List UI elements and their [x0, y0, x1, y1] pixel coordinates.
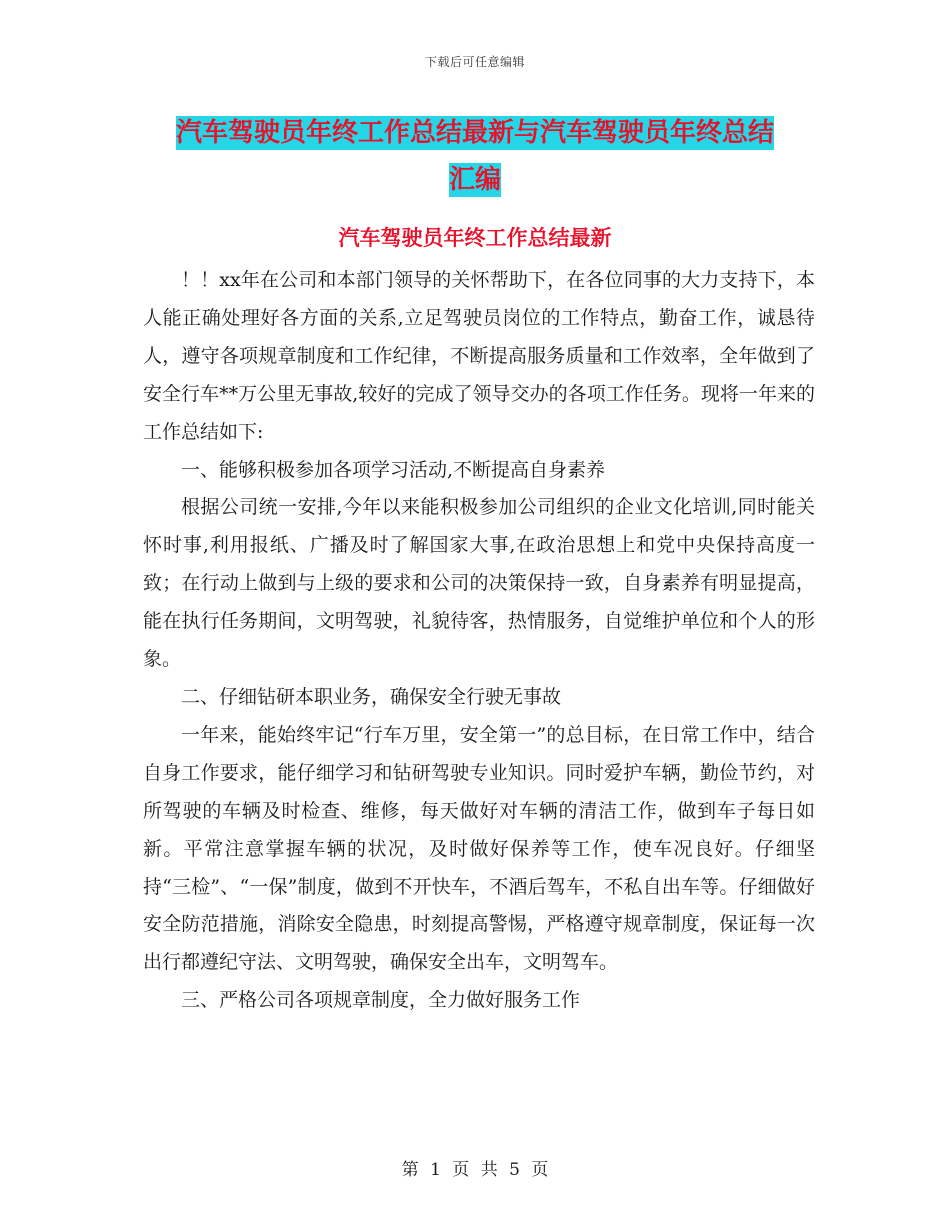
document-title [0, 110, 950, 204]
document-body [143, 262, 815, 1020]
section-title: 汽车驾驶员年终工作总结最新 [338, 226, 612, 250]
page-header-note: 下载后可任意编辑 [424, 55, 525, 69]
heading-3: 三、严格公司各项规章制度，全力做好服务工作 [181, 989, 581, 1012]
heading-2: 二、仔细钻研本职业务，确保安全行驶无事故 [181, 685, 562, 708]
heading-1: 一、能够积极参加各项学习活动,不断提高自身素养 [181, 458, 606, 481]
paragraph-2: 一年来，能始终牢记“行车万里，安全第一”的总目标，在日常工作中，结合自身工作要求，能仔细学习和钻研驾驶专业知识。同时爱护车辆，勤俭节约，对所驾驶的车辆及时检查、维修，每天做好对车辆的清洁工作，做到车子每日如新。平常注意掌握车辆的状况，及时做好保养等工作，使车况良好。仔细坚持“三检”、“一保”制度，做到不开快车，不酒后驾车，不私自出车等。仔细做好安全防范措施，消除安全隐患，时刻提高警惕，严格遵守规章制度，保证每一次出行都遵纪守法、文明驾驶，确保安全出车，文明驾车。 [143, 723, 815, 974]
page-number-footer: 第 1 页 共 5 页 [401, 1160, 549, 1180]
paragraph-1: 根据公司统一安排,今年以来能积极参加公司组织的企业文化培训,同时能关怀时事,利用报纸、广播及时了解国家大事,在政治思想上和党中央保持高度一致；在行动上做到与上级的要求和公司的决策保持一致，自身素养有明显提高，能在执行任务期间，文明驾驶，礼貌待客，热情服务，自觉维护单位和个人的形象。 [143, 496, 815, 671]
document-title-line-1: 汽车驾驶员年终工作总结最新与汽车驾驶员年终总结 [175, 118, 774, 148]
paragraph-intro: ！！xx年在公司和本部门领导的关怀帮助下，在各位同事的大力支持下，本人能正确处理好各方面的关系,立足驾驶员岗位的工作特点，勤奋工作，诚恳待人，遵守各项规章制度和工作纪律，不断提高服务质量和工作效率，全年做到了安全行车**万公里无事故,较好的完成了领导交办的各项工作任务。现将一年来的工作总结如下: [143, 269, 815, 443]
document-title-line-2: 汇编 [448, 165, 501, 195]
